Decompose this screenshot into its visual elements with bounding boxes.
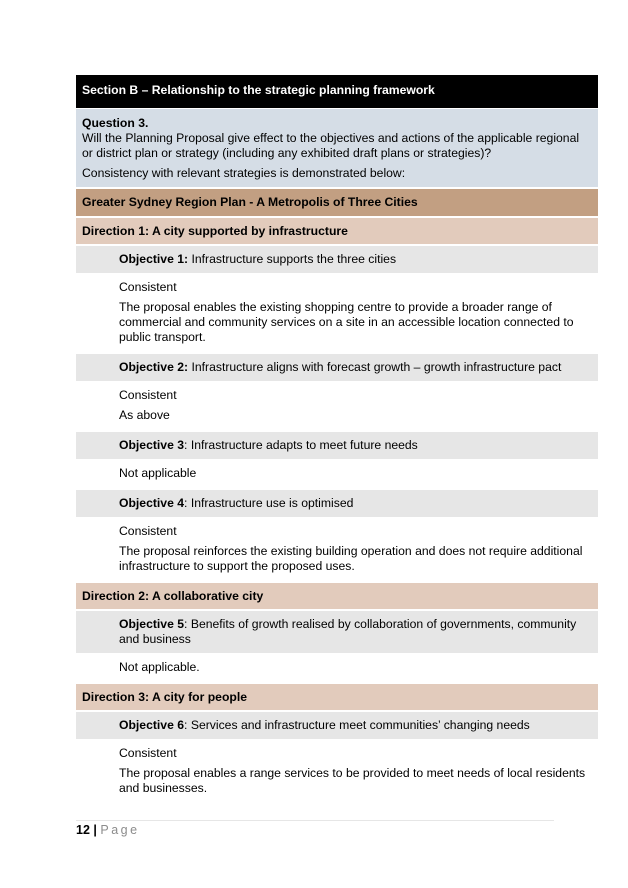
objective-text: : Benefits of growth realised by collaboration of governments, community and business xyxy=(119,617,577,646)
objective-text: : Infrastructure adapts to meet future needs xyxy=(184,438,418,452)
objective-content xyxy=(76,739,598,803)
page-footer xyxy=(76,823,140,838)
objective-text: Infrastructure supports the three cities xyxy=(188,252,397,266)
plan-title: Greater Sydney Region Plan - A Metropolis of Three Cities xyxy=(76,189,598,216)
objective-label: Objective 3 xyxy=(119,438,185,452)
objective-content xyxy=(76,653,598,682)
objective-status: Not applicable. xyxy=(119,660,200,674)
objective-detail: As above xyxy=(119,408,170,422)
direction-header: Direction 1: A city supported by infrastructure xyxy=(76,218,598,244)
document-body xyxy=(76,75,598,803)
objective-status: Not applicable xyxy=(119,466,197,480)
objective-text: Infrastructure aligns with forecast growth – growth infrastructure pact xyxy=(188,360,562,374)
page-label: Page xyxy=(100,823,140,837)
objective-row xyxy=(76,354,598,381)
objective-content xyxy=(76,517,598,581)
objective-content xyxy=(76,273,598,352)
objective-status: Consistent xyxy=(119,280,177,294)
objective-label: Objective 1: xyxy=(119,252,189,266)
objective-label: Objective 5 xyxy=(119,617,185,631)
objective-label: Objective 6 xyxy=(119,718,185,732)
page-number: 12 xyxy=(76,823,90,837)
objective-status: Consistent xyxy=(119,524,177,538)
objective-row xyxy=(76,490,598,517)
objective-row xyxy=(76,432,598,459)
objective-text: : Services and infrastructure meet communities’ changing needs xyxy=(184,718,530,732)
objective-status: Consistent xyxy=(119,388,177,402)
question-title: Question 3. xyxy=(82,116,149,130)
question-text: Will the Planning Proposal give effect to the objectives and actions of the applicable regional or district plan or strategy (including any exhibited draft plans or strategies)? xyxy=(82,131,580,160)
footer-divider xyxy=(76,820,554,821)
direction-header: Direction 3: A city for people xyxy=(76,684,598,710)
objective-detail: The proposal enables the existing shopping centre to provide a broader range of commercial and community services on a site in an accessible location connected to public transport. xyxy=(119,300,574,344)
objective-detail: The proposal enables a range services to be provided to meet needs of local residents and businesses. xyxy=(119,766,586,795)
direction-header: Direction 2: A collaborative city xyxy=(76,583,598,609)
objective-status: Consistent xyxy=(119,746,177,760)
objective-label: Objective 2: xyxy=(119,360,189,374)
objective-label: Objective 4 xyxy=(119,496,185,510)
objective-row xyxy=(76,611,598,653)
objective-content xyxy=(76,381,598,430)
objective-text: : Infrastructure use is optimised xyxy=(184,496,354,510)
section-header: Section B – Relationship to the strategic planning framework xyxy=(76,75,598,108)
page-separator: | xyxy=(89,823,101,837)
objective-content xyxy=(76,459,598,488)
objective-detail: The proposal reinforces the existing building operation and does not require additional infrastructure to support the proposed uses. xyxy=(119,544,583,573)
objective-row xyxy=(76,712,598,739)
consistency-note: Consistency with relevant strategies is demonstrated below: xyxy=(82,166,406,180)
objective-row xyxy=(76,246,598,273)
question-block xyxy=(76,109,598,187)
